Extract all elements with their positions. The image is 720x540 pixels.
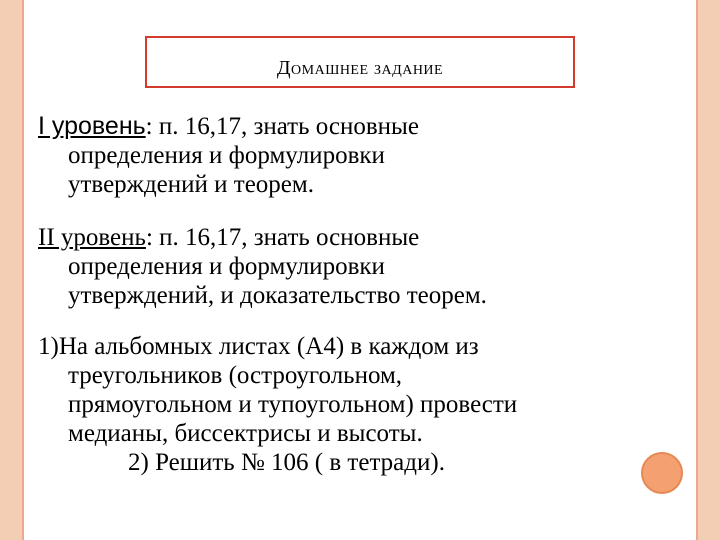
level2-text-line3: утверждений, и доказательство теорем. [68,282,487,309]
level1-text-line2: определения и формулировки [68,142,385,169]
slide-title: Домашнее задание [276,56,444,79]
title-box [145,36,575,88]
task-line3: прямоугольном и тупоугольном) провести [68,391,518,418]
left-border-line [22,0,24,540]
level2-text-line1: : п. 16,17, знать основные [145,224,420,251]
level1-text-line3: утверждений и теорем. [68,171,314,198]
level1-text-line1: : п. 16,17, знать основные [145,113,419,140]
left-decorative-border [0,0,22,540]
right-decorative-border [698,0,720,540]
task-line2: треугольников (остроугольном, [68,362,403,389]
decorative-circle [641,452,683,494]
task-line5-row [38,448,678,477]
level2-label: II уровень [38,224,146,251]
level1-label: I уровень [38,112,146,140]
task-line4: медианы, биссектрисы и высоты. [68,420,423,447]
task-line5: 2) Решить № 106 ( в тетради). [128,449,445,476]
task-paragraph [38,332,678,448]
right-border-line [696,0,698,540]
level2-text-line2: определения и формулировки [68,253,385,280]
task-line1: 1)На альбомных листах (А4) в каждом из [38,333,479,360]
level2-paragraph [38,223,678,310]
level1-paragraph [38,112,678,199]
slide-content [38,112,678,477]
